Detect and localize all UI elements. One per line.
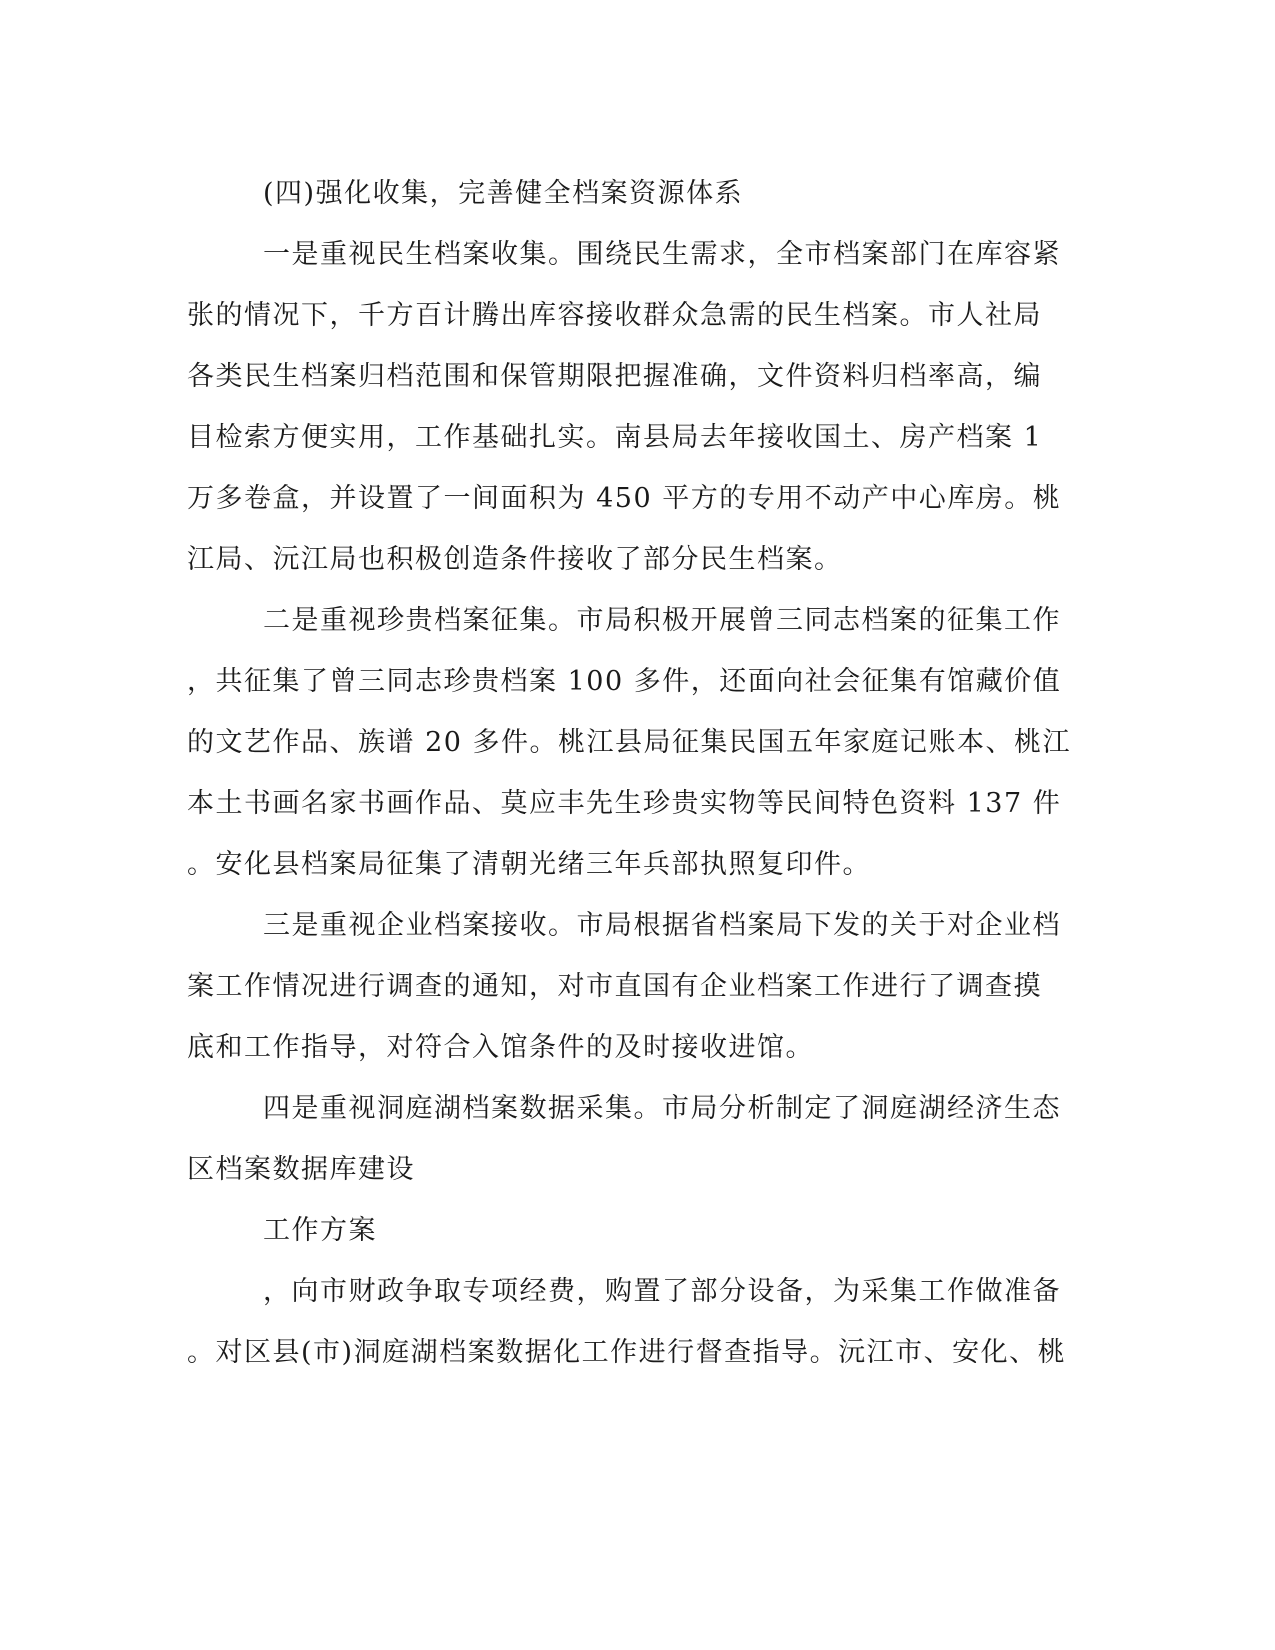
body-text bbox=[187, 163, 1072, 1383]
text-line: 张的情况下，千方百计腾出库容接收群众急需的民生档案。市人社局 bbox=[187, 300, 1042, 331]
text-line: 二是重视珍贵档案征集。市局积极开展曾三同志档案的征集工作 bbox=[263, 605, 1061, 636]
text-line: 。安化县档案局征集了清朝光绪三年兵部执照复印件。 bbox=[187, 849, 871, 880]
text-line: 的文艺作品、族谱 20 多件。桃江县局征集民国五年家庭记账本、桃江 bbox=[187, 727, 1072, 758]
text-line: ，共征集了曾三同志珍贵档案 100 多件，还面向社会征集有馆藏价值 bbox=[187, 666, 1062, 697]
text-line: 目检索方便实用，工作基础扎实。南县局去年接收国土、房产档案 1 bbox=[187, 422, 1043, 453]
text-line: 。对区县(市)洞庭湖档案数据化工作进行督查指导。沅江市、安化、桃 bbox=[187, 1337, 1067, 1368]
text-line: 各类民生档案归档范围和保管期限把握准确，文件资料归档率高，编 bbox=[187, 361, 1042, 392]
text-line: 四是重视洞庭湖档案数据采集。市局分析制定了洞庭湖经济生态 bbox=[263, 1093, 1061, 1124]
text-line: 区档案数据库建设 bbox=[187, 1154, 415, 1185]
text-line: 一是重视民生档案收集。围绕民生需求，全市档案部门在库容紧 bbox=[263, 239, 1061, 270]
text-line: 工作方案 bbox=[263, 1215, 377, 1246]
text-line: 本土书画名家书画作品、莫应丰先生珍贵实物等民间特色资料 137 件 bbox=[187, 788, 1062, 819]
text-line: 案工作情况进行调查的通知，对市直国有企业档案工作进行了调查摸 bbox=[187, 971, 1042, 1002]
text-line: 底和工作指导，对符合入馆条件的及时接收进馆。 bbox=[187, 1032, 814, 1063]
text-line: 三是重视企业档案接收。市局根据省档案局下发的关于对企业档 bbox=[263, 910, 1061, 941]
text-line: (四)强化收集，完善健全档案资源体系 bbox=[263, 178, 744, 209]
text-line: ，向市财政争取专项经费，购置了部分设备，为采集工作做准备 bbox=[263, 1276, 1061, 1307]
text-line: 万多卷盒，并设置了一间面积为 450 平方的专用不动产中心库房。桃 bbox=[187, 483, 1062, 514]
text-line: 江局、沅江局也积极创造条件接收了部分民生档案。 bbox=[187, 544, 843, 575]
